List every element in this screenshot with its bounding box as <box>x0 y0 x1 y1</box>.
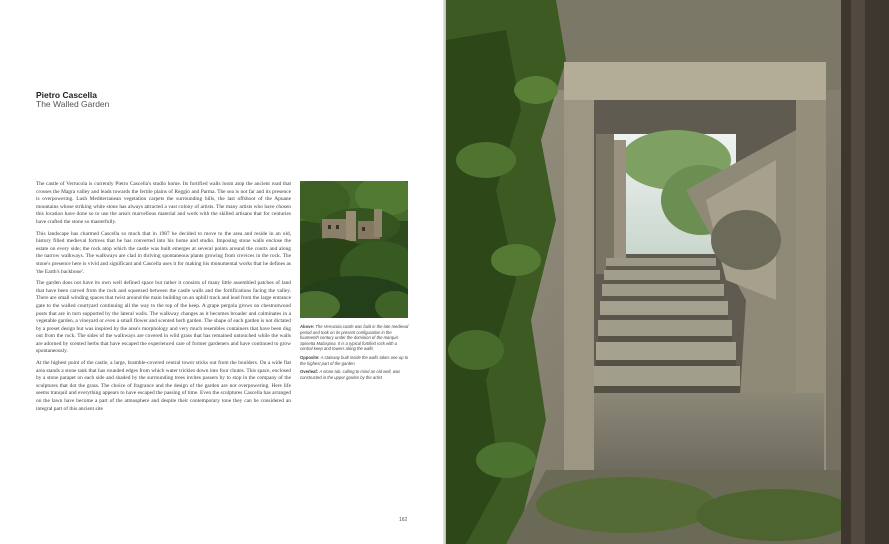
chapter-title: The Walled Garden <box>36 99 110 109</box>
author-name: Pietro Cascella <box>36 90 97 100</box>
paragraph: At the highest point of the castle, a large, bramble-covered central tower sticks out from the boulders. On a wide flat area stands a stone tank that has rounded edges from which water trickles down into four chutes. This space, enclosed by a stone parapet on each side and shaded by the surrounding trees invites passers by to stop in the company of the sculptures that dot the grass. The choice of fragrance and the design of the garden are not overpowering. Here life seems tranquil and everything appears to have escaped the passing of time. Even the sculptures Cascella has arranged on the lawn have become a part of the atmosphere and despite their contemporary tone they can be considered an integral part of this ancient site <box>36 360 291 412</box>
paragraph: The castle of Verrucola is currently Pietro Cascella's studio home. Its fortified walls loom atop the ancient road that crosses the Magra valley and leads towards the fertile plains of Reggio and Parma. The sea is not far and its presence is overpowering. Lush Mediterranean vegetation carpets the surrounding hills, the last offshoot of the Apuane mountains whose striking white stone has always attracted a vast colony of artists. The many artists who have chosen this location have done so to use the area's marvellous material and work with the skilled artisans that for centuries have crafted the stone so masterfully. <box>36 181 291 225</box>
paragraph: The garden does not have its own well defined space but rather it consists of many little assembled patches of land that have been carved from the rock and squeezed between the castle walls and the fortifications facing the valley. There are small winding spaces that twist around the main building on an uphill track and lead from the large entrance gate to the walled courtyard continuing all the way to the top of the keep. A grape pergola grows on chestnutwood posts that are in turn supported by the lateral walls. The walkway changes as it becomes broader and culminates in a vegetable garden, a vineyard or even a small flower and scented herb garden. The shape of each garden is not dictated by a preset design but was inspired by the area's morphology and very much resembles containers that have been dug out from the rock. The sides of the walkways are covered in wild grass that has remained untouched while the walls are adorned by scented herbs that have escaped the experienced care of former gardeners and have continued to grow spontaneously. <box>36 280 291 355</box>
caption-opposite: Opposite: A stairway built inside the walls takes one up to the highest part of the garden <box>300 354 409 366</box>
stair-steps <box>594 258 740 393</box>
stairway-photo <box>446 0 889 544</box>
body-text <box>36 181 291 417</box>
caption-above: Above: The Verrucola castle was built in the late medieval period and took on its present configuration in the fourteenth century under the dominion of the marquis Spinetta Malaspina. It is a typical fortified rock with a central keep and towers along the walls <box>300 324 409 352</box>
caption-block <box>300 324 410 383</box>
castle-photo <box>300 181 408 318</box>
page-number: 162 <box>399 517 408 523</box>
paragraph: This landscape has charmed Cascella so much that in 1987 he decided to move to the area and reside in an old, history filled medieval fortress that he has converted into his home and studio. Imposing stone walls enclose the estate on every side; the rock atop which the castle was built emerges at several points around the courts and along the narrow walkways. The walkways are clad in thriving spontaneous plants growing from crevices in the rock. The stone's presence here is vivid and significant and Cascella uses it for making his monumental works that he defines as 'the Earth's backbone'. <box>36 230 291 275</box>
caption-overleaf: Overleaf: A stone tub, calling to mind an old well, was constructed in the upper garden by the artist <box>300 369 401 380</box>
